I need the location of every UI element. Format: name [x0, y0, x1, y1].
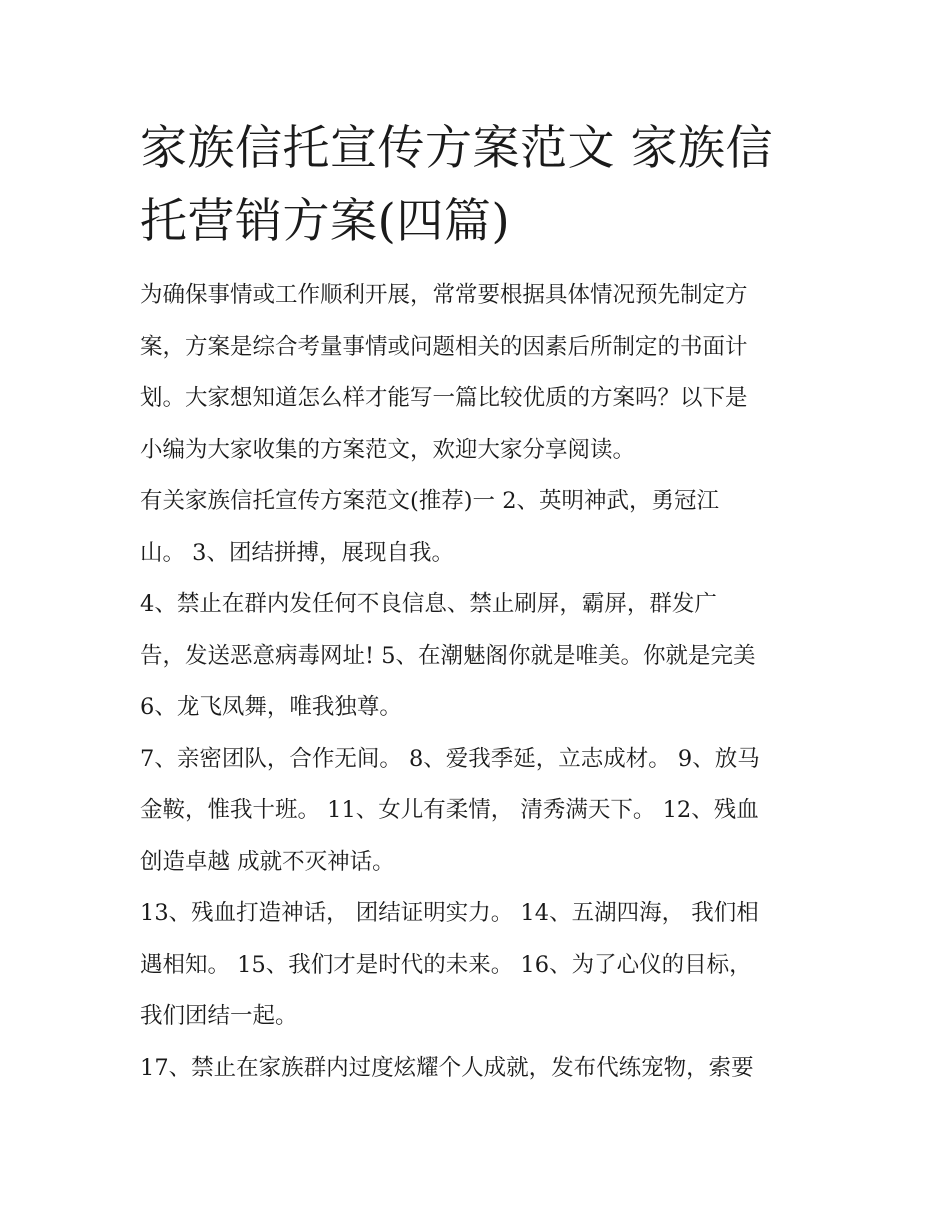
- text-line: 案，方案是综合考量事情或问题相关的因素后所制定的书面计: [140, 333, 748, 360]
- title-line: 家族信托宣传方案范文 家族信: [140, 121, 773, 176]
- text-line: 有关家族信托宣传方案范文(推荐)一 2、英明神武，勇冠江: [140, 488, 720, 514]
- body-paragraph: [140, 476, 816, 579]
- text-line: 我们团结一起。: [140, 1003, 298, 1029]
- text-line: 7、亲密团队，合作无间。 8、爱我季延，立志成材。 9、放马: [140, 745, 760, 772]
- text-line: 小编为大家收集的方案范文，欢迎大家分享阅读。: [140, 436, 636, 463]
- text-line: 划。大家想知道怎么样才能写一篇比较优质的方案吗？以下是: [140, 385, 748, 411]
- document-page: [140, 112, 816, 1094]
- body-paragraph: [140, 888, 816, 1043]
- text-line: 金鞍，惟我十班。 11、女儿有柔情， 清秀满天下。 12、残血: [140, 797, 759, 823]
- text-line: 为确保事情或工作顺利开展，常常要根据具体情况预先制定方: [140, 282, 748, 308]
- text-line: 遇相知。 15、我们才是时代的未来。 16、为了心仪的目标，: [140, 951, 752, 978]
- text-line: 17、禁止在家族群内过度炫耀个人成就，发布代练宠物，索要: [140, 1054, 754, 1081]
- text-line: 4、禁止在群内发任何不良信息、禁止刷屏，霸屏，群发广: [140, 591, 717, 617]
- text-line: 6、龙飞凤舞，唯我独尊。: [140, 694, 402, 720]
- text-line: 创造卓越 成就不灭神话。: [140, 848, 395, 875]
- text-line: 山。 3、团结拼搏，展现自我。: [140, 539, 454, 566]
- body-paragraph: [140, 579, 816, 734]
- intro-paragraph: [140, 270, 816, 476]
- text-line: 13、残血打造神话， 团结证明实力。 14、五湖四海， 我们相: [140, 900, 759, 926]
- title-line: 托营销方案(四篇): [140, 194, 511, 249]
- body-paragraph: [140, 734, 816, 889]
- body-paragraph: [140, 1043, 816, 1095]
- text-line: 告，发送恶意病毒网址! 5、在潮魅阁你就是唯美。你就是完美: [140, 642, 756, 669]
- document-title: [140, 112, 816, 258]
